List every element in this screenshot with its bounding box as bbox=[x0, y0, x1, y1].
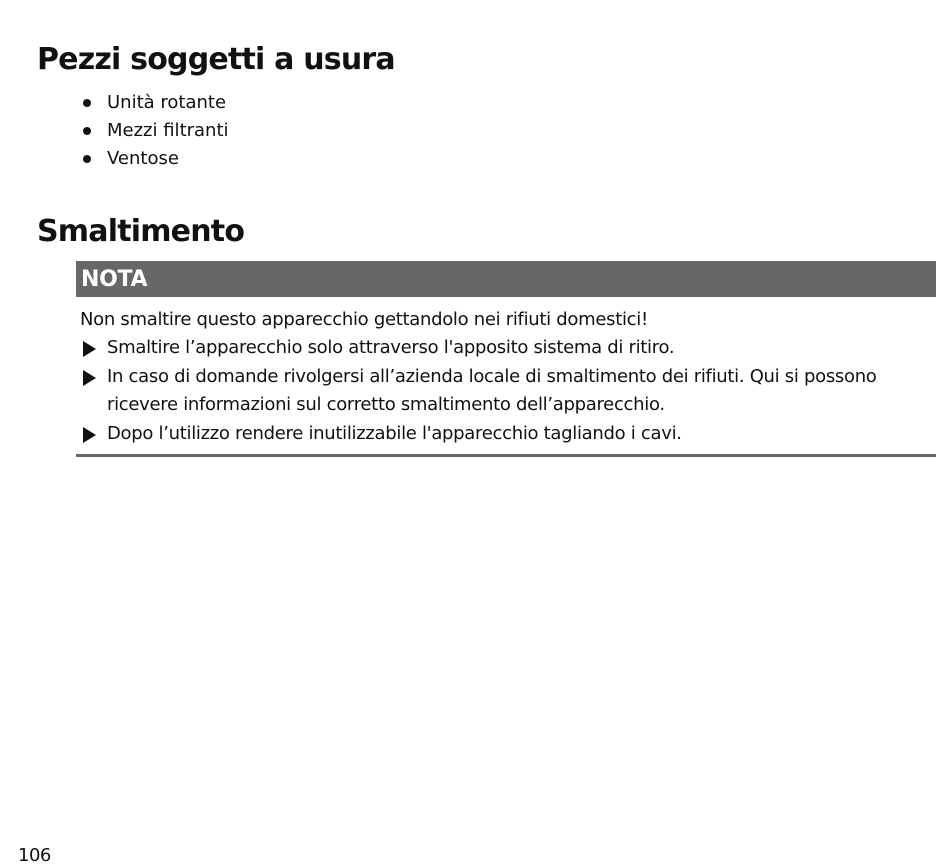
list-item-label: Ventose bbox=[107, 148, 179, 169]
section-title-disposal: Smaltimento bbox=[37, 214, 245, 249]
list-item bbox=[80, 89, 229, 117]
bullet-icon bbox=[83, 127, 91, 135]
note-label: NOTA bbox=[76, 261, 936, 297]
note-steps-list bbox=[80, 334, 936, 448]
list-item-label: Unità rotante bbox=[107, 92, 227, 113]
note-step bbox=[80, 334, 936, 362]
note-step-text: Dopo l’utilizzo rendere inutilizzabile l'apparecchio tagliando i cavi. bbox=[107, 423, 682, 444]
page-number: 106 bbox=[18, 845, 51, 866]
note-step bbox=[80, 420, 936, 448]
note-step bbox=[80, 363, 936, 419]
note-step-text: Smaltire l’apparecchio solo attraverso l'apposito sistema di ritiro. bbox=[107, 337, 675, 358]
note-step-text: In caso di domande rivolgersi all’azienda locale di smaltimento dei rifiuti. Qui si possono ricevere informazioni sul corretto smaltimento dell’apparecchio. bbox=[107, 366, 877, 415]
arrow-right-icon bbox=[83, 427, 96, 443]
wear-parts-list bbox=[80, 89, 229, 173]
arrow-right-icon bbox=[83, 370, 96, 386]
note-body bbox=[76, 297, 936, 448]
note-intro-text: Non smaltire questo apparecchio gettandolo nei rifiuti domestici! bbox=[80, 309, 648, 330]
arrow-right-icon bbox=[83, 341, 96, 357]
list-item bbox=[80, 117, 229, 145]
section-title-wear-parts: Pezzi soggetti a usura bbox=[37, 42, 395, 77]
bullet-icon bbox=[83, 99, 91, 107]
note-box bbox=[76, 261, 936, 457]
list-item-label: Mezzi filtranti bbox=[107, 120, 229, 141]
bullet-icon bbox=[83, 155, 91, 163]
list-item bbox=[80, 145, 229, 173]
note-bottom-divider bbox=[76, 454, 936, 457]
